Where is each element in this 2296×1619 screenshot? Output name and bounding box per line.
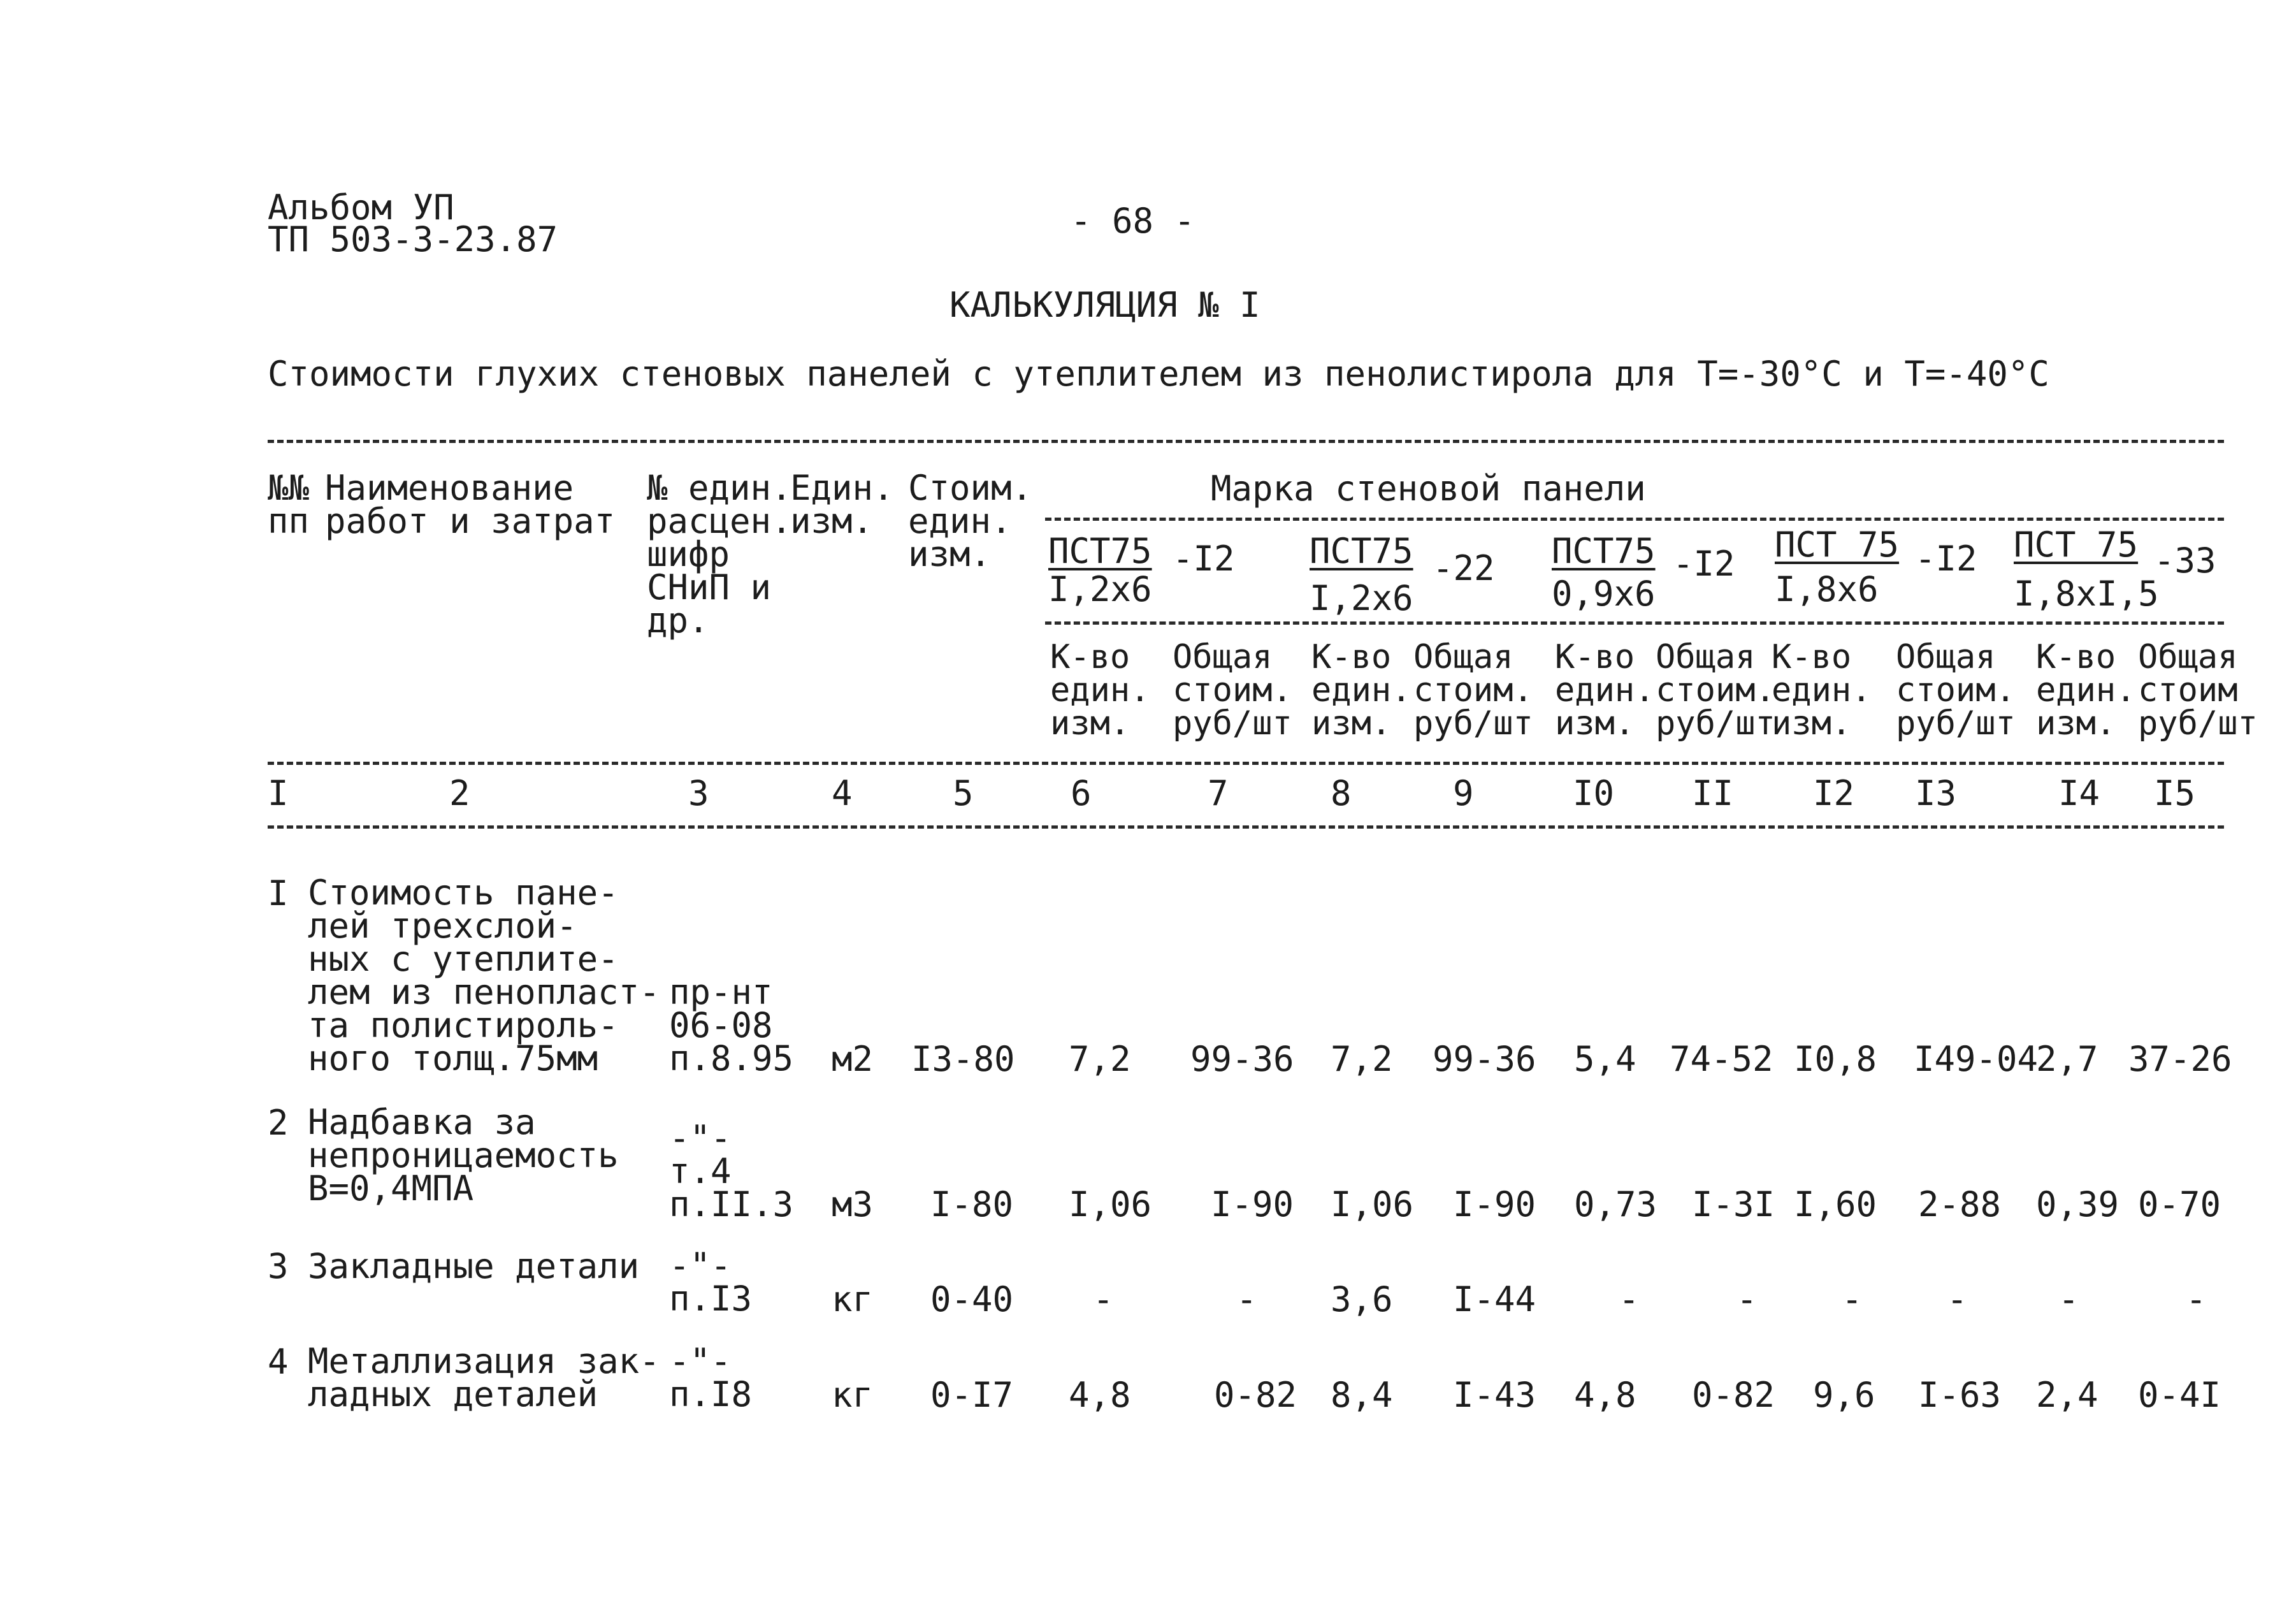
header-unit: Един. изм.	[790, 468, 894, 541]
header-quantity: К-во един. изм.	[1050, 638, 1150, 743]
unit-cost: 0-40	[930, 1279, 1014, 1319]
header-rate-code: № един. расцен. шифр СНиП и др.	[647, 468, 792, 641]
header-total-cost: Общая стоим. руб/шт	[1896, 638, 2016, 743]
unit-cost: I-80	[930, 1184, 1014, 1224]
table-top-rule	[268, 440, 2224, 443]
quantity-value: 2,4	[2036, 1375, 2098, 1415]
quantity-value: 2,7	[2036, 1039, 2098, 1079]
rate-code: -"- т.4 п.II.3	[669, 1118, 794, 1224]
panel-brand-denominator: I,8хI,5	[2014, 574, 2159, 614]
column-number: 6	[1071, 773, 1092, 813]
document-title: КАЛЬКУЛЯЦИЯ № I	[949, 285, 1260, 325]
document-subtitle: Стоимости глухих стеновых панелей с утеплителем из пенолистирола для Т=-30°С и Т=-40°С	[268, 354, 2049, 394]
quantity-value: 4,8	[1574, 1375, 1636, 1415]
panel-brand-numerator: ПСТ75	[1310, 531, 1413, 571]
panel-brand-numerator: ПСТ75	[1552, 531, 1656, 571]
quantity-value: I,06	[1069, 1184, 1152, 1224]
panel-brand-rule	[1045, 621, 2224, 625]
total-cost-value: I49-04	[1914, 1039, 2039, 1079]
total-cost-value: 99-36	[1433, 1039, 1536, 1079]
total-cost-value: I-43	[1453, 1375, 1536, 1415]
quantity-value: 4,8	[1069, 1375, 1131, 1415]
total-cost-value: 37-26	[2128, 1039, 2232, 1079]
quantity-value: 7,2	[1331, 1039, 1393, 1079]
total-cost-value: 74-52	[1670, 1039, 1773, 1079]
unit-cost: 0-I7	[930, 1375, 1014, 1415]
rate-code: -"- п.I8	[669, 1341, 753, 1414]
header-quantity: К-во един. изм.	[1311, 638, 1412, 743]
total-cost-value: -	[1736, 1279, 1758, 1319]
panel-brand-denominator: I,8х6	[1775, 569, 1879, 609]
project-code: ТП 503-3-23.87	[268, 219, 558, 259]
row-number: 4	[268, 1342, 289, 1382]
header-quantity: К-во един. изм.	[2036, 638, 2136, 743]
unit: кг	[832, 1279, 874, 1319]
total-cost-value: 0-82	[1214, 1375, 1297, 1415]
quantity-value: 0,39	[2036, 1184, 2119, 1224]
header-quantity: К-во един. изм.	[1555, 638, 1655, 743]
work-name: Стоимость пане- лей трехслой- ных с утеплите- лем из пенопласт- та полистироль- ного толщ.75мм	[308, 873, 660, 1078]
column-number: I0	[1573, 773, 1615, 813]
quantity-value: -	[1619, 1279, 1640, 1319]
column-number: 9	[1453, 773, 1474, 813]
album-label: Альбом УП	[268, 187, 454, 228]
panel-brand-denominator: I,2х6	[1048, 569, 1152, 609]
total-cost-value: 99-36	[1190, 1039, 1294, 1079]
quantity-value: 9,6	[1813, 1375, 1875, 1415]
quantity-value: I,60	[1794, 1184, 1877, 1224]
total-cost-value: I-3I	[1692, 1184, 1775, 1224]
header-total-cost: Общая стоим. руб/шт	[1173, 638, 1292, 743]
total-cost-value: I-90	[1211, 1184, 1294, 1224]
unit-cost: I3-80	[911, 1039, 1015, 1079]
panel-brand-numerator: ПСТ75	[1048, 531, 1152, 571]
total-cost-value: -	[1947, 1279, 1968, 1319]
column-number: 3	[688, 773, 709, 813]
work-name: Металлизация зак- ладных деталей	[308, 1341, 660, 1414]
quantity-value: 5,4	[1574, 1039, 1636, 1079]
column-number: 8	[1331, 773, 1352, 813]
column-number: I3	[1915, 773, 1957, 813]
panel-brand-suffix: -I2	[1673, 544, 1735, 584]
quantity-value: -	[1842, 1279, 1863, 1319]
total-cost-value: 0-70	[2138, 1184, 2221, 1224]
column-number: II	[1692, 773, 1734, 813]
panel-brand-numerator: ПСТ 75	[2014, 525, 2139, 565]
header-total-cost: Общая стоим руб/шт	[2138, 638, 2258, 743]
column-number: 2	[449, 773, 470, 813]
header-bottom-rule	[268, 762, 2224, 765]
total-cost-value: -	[2186, 1279, 2207, 1319]
total-cost-value: I-44	[1453, 1279, 1536, 1319]
quantity-value: 3,6	[1331, 1279, 1393, 1319]
header-panel-group: Марка стеновой панели	[1211, 468, 1646, 509]
quantity-value: -	[2058, 1279, 2079, 1319]
header-unit-cost: Стоим. един. изм.	[908, 468, 1033, 574]
row-number: 2	[268, 1103, 289, 1143]
panel-brand-numerator: ПСТ 75	[1775, 525, 1900, 565]
unit: м3	[832, 1184, 874, 1224]
quantity-value: 0,73	[1574, 1184, 1657, 1224]
column-number: I4	[2058, 773, 2100, 813]
total-cost-value: I-90	[1453, 1184, 1536, 1224]
panel-brand-denominator: I,2х6	[1310, 578, 1413, 618]
header-total-cost: Общая стоим. руб/шт	[1656, 638, 1775, 743]
work-name: Закладные детали	[308, 1246, 640, 1286]
total-cost-value: 2-88	[1918, 1184, 2002, 1224]
quantity-value: I,06	[1331, 1184, 1414, 1224]
panel-brand-suffix: -I2	[1915, 539, 1977, 579]
column-number: 7	[1208, 773, 1229, 813]
quantity-value: -	[1093, 1279, 1114, 1319]
row-number: 3	[268, 1246, 289, 1286]
panel-brand-denominator: 0,9х6	[1552, 574, 1656, 614]
column-number-rule	[268, 825, 2224, 829]
unit: кг	[832, 1375, 874, 1415]
total-cost-value: 0-82	[1692, 1375, 1775, 1415]
work-name: Надбавка за непроницаемость В=0,4МПА	[308, 1102, 619, 1209]
total-cost-value: I-63	[1918, 1375, 2002, 1415]
panel-brand-suffix: -33	[2154, 541, 2216, 581]
panel-brand-suffix: -I2	[1173, 539, 1235, 579]
column-number: I2	[1813, 773, 1855, 813]
quantity-value: 8,4	[1331, 1375, 1393, 1415]
column-number: I5	[2154, 773, 2196, 813]
page-number: - 68 -	[1071, 201, 1195, 241]
column-number: 4	[832, 773, 853, 813]
total-cost-value: -	[1236, 1279, 1257, 1319]
quantity-value: I0,8	[1794, 1039, 1877, 1079]
unit: м2	[832, 1039, 874, 1079]
total-cost-value: 0-4I	[2138, 1375, 2221, 1415]
panel-brand-suffix: -22	[1433, 548, 1495, 588]
header-quantity: К-во един. изм.	[1772, 638, 1872, 743]
column-number: I	[268, 773, 289, 813]
row-number: I	[268, 873, 289, 913]
column-number: 5	[953, 773, 974, 813]
group-header-rule	[1045, 518, 2224, 521]
rate-code: -"- п.I3	[669, 1245, 753, 1319]
header-work-name: Наименование работ и затрат	[325, 468, 616, 541]
rate-code: пр-нт 06-08 п.8.95	[669, 972, 794, 1078]
header-total-cost: Общая стоим. руб/шт	[1413, 638, 1533, 743]
header-row-number: №№ пп	[268, 468, 310, 541]
quantity-value: 7,2	[1069, 1039, 1131, 1079]
